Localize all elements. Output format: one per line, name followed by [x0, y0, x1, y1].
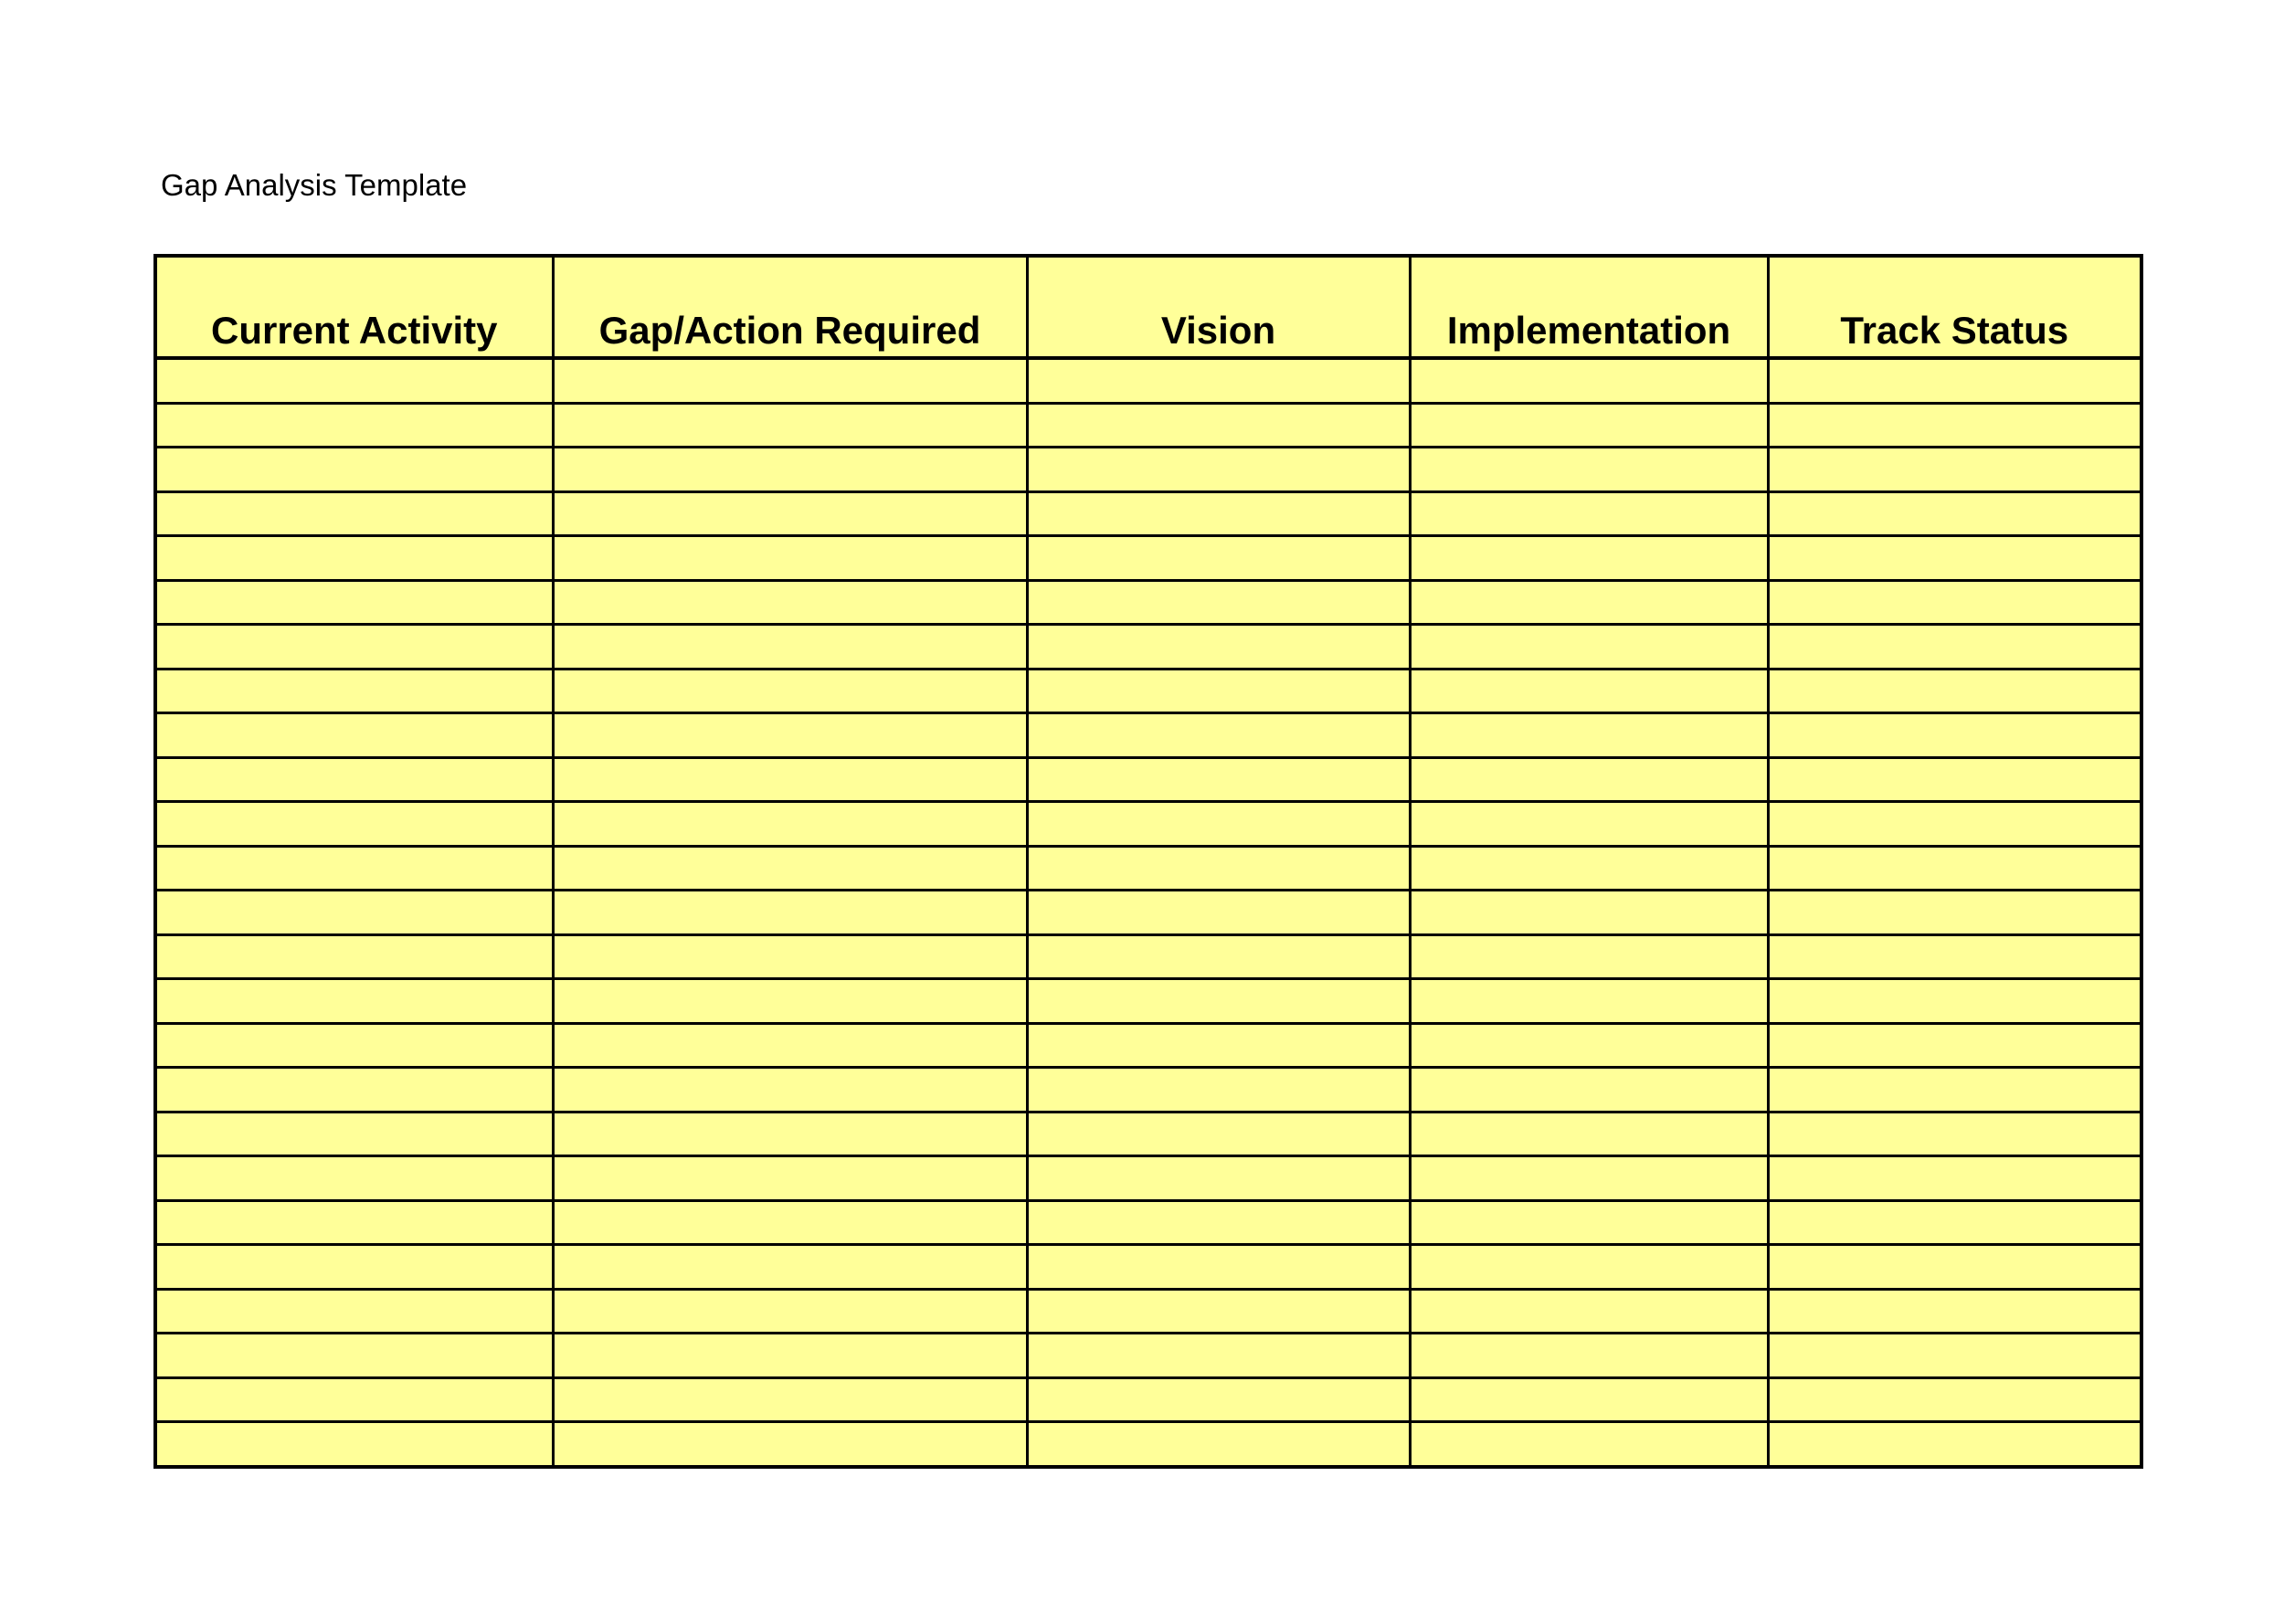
cell-current-activity[interactable] — [155, 891, 553, 935]
cell-vision[interactable] — [1027, 1422, 1410, 1467]
cell-vision[interactable] — [1027, 1377, 1410, 1422]
cell-vision[interactable] — [1027, 536, 1410, 581]
cell-track-status[interactable] — [1768, 934, 2141, 979]
table-row — [155, 934, 2141, 979]
cell-track-status[interactable] — [1768, 536, 2141, 581]
cell-gap-action-required[interactable] — [553, 625, 1027, 670]
gap-analysis-table — [153, 254, 2143, 1469]
cell-current-activity[interactable] — [155, 448, 553, 492]
cell-current-activity[interactable] — [155, 1023, 553, 1068]
cell-vision[interactable] — [1027, 491, 1410, 536]
cell-gap-action-required[interactable] — [553, 1289, 1027, 1334]
cell-vision[interactable] — [1027, 1289, 1410, 1334]
cell-gap-action-required[interactable] — [553, 1377, 1027, 1422]
cell-implementation[interactable] — [1410, 448, 1768, 492]
cell-gap-action-required[interactable] — [553, 580, 1027, 625]
cell-current-activity[interactable] — [155, 802, 553, 847]
cell-current-activity[interactable] — [155, 358, 553, 403]
cell-vision[interactable] — [1027, 846, 1410, 891]
cell-vision[interactable] — [1027, 1068, 1410, 1113]
table-body — [155, 358, 2141, 1467]
cell-vision[interactable] — [1027, 1023, 1410, 1068]
cell-track-status[interactable] — [1768, 1023, 2141, 1068]
table-row — [155, 846, 2141, 891]
cell-track-status[interactable] — [1768, 1245, 2141, 1290]
cell-track-status[interactable] — [1768, 757, 2141, 802]
cell-vision[interactable] — [1027, 891, 1410, 935]
cell-gap-action-required[interactable] — [553, 713, 1027, 758]
cell-current-activity[interactable] — [155, 669, 553, 713]
cell-implementation[interactable] — [1410, 1289, 1768, 1334]
cell-implementation[interactable] — [1410, 1023, 1768, 1068]
cell-track-status[interactable] — [1768, 1377, 2141, 1422]
table-row — [155, 448, 2141, 492]
cell-vision[interactable] — [1027, 580, 1410, 625]
table-row — [155, 403, 2141, 448]
cell-current-activity[interactable] — [155, 713, 553, 758]
cell-current-activity[interactable] — [155, 1068, 553, 1113]
table-row — [155, 491, 2141, 536]
table-row — [155, 979, 2141, 1024]
cell-gap-action-required[interactable] — [553, 891, 1027, 935]
cell-track-status[interactable] — [1768, 491, 2141, 536]
cell-vision[interactable] — [1027, 802, 1410, 847]
cell-track-status[interactable] — [1768, 802, 2141, 847]
cell-track-status[interactable] — [1768, 625, 2141, 670]
cell-implementation[interactable] — [1410, 757, 1768, 802]
cell-implementation[interactable] — [1410, 580, 1768, 625]
cell-current-activity[interactable] — [155, 846, 553, 891]
cell-track-status[interactable] — [1768, 448, 2141, 492]
cell-current-activity[interactable] — [155, 1245, 553, 1290]
cell-implementation[interactable] — [1410, 1112, 1768, 1156]
table-row — [155, 1068, 2141, 1113]
cell-gap-action-required[interactable] — [553, 1245, 1027, 1290]
table-row — [155, 1156, 2141, 1201]
cell-gap-action-required[interactable] — [553, 1112, 1027, 1156]
cell-gap-action-required[interactable] — [553, 846, 1027, 891]
cell-current-activity[interactable] — [155, 1422, 553, 1467]
cell-implementation[interactable] — [1410, 1068, 1768, 1113]
cell-current-activity[interactable] — [155, 536, 553, 581]
table-row — [155, 358, 2141, 403]
cell-gap-action-required[interactable] — [553, 802, 1027, 847]
cell-gap-action-required[interactable] — [553, 491, 1027, 536]
cell-current-activity[interactable] — [155, 1200, 553, 1245]
cell-track-status[interactable] — [1768, 846, 2141, 891]
table-row — [155, 802, 2141, 847]
cell-track-status[interactable] — [1768, 669, 2141, 713]
cell-gap-action-required[interactable] — [553, 1334, 1027, 1378]
cell-current-activity[interactable] — [155, 491, 553, 536]
cell-implementation[interactable] — [1410, 669, 1768, 713]
cell-current-activity[interactable] — [155, 1112, 553, 1156]
cell-gap-action-required[interactable] — [553, 1156, 1027, 1201]
table-row — [155, 580, 2141, 625]
cell-track-status[interactable] — [1768, 1422, 2141, 1467]
cell-implementation[interactable] — [1410, 625, 1768, 670]
cell-current-activity[interactable] — [155, 1377, 553, 1422]
cell-implementation[interactable] — [1410, 358, 1768, 403]
cell-gap-action-required[interactable] — [553, 669, 1027, 713]
cell-gap-action-required[interactable] — [553, 979, 1027, 1024]
table-row — [155, 625, 2141, 670]
table-row — [155, 669, 2141, 713]
column-header-vision: Vision — [1027, 256, 1410, 358]
cell-gap-action-required[interactable] — [553, 934, 1027, 979]
cell-implementation[interactable] — [1410, 1245, 1768, 1290]
cell-gap-action-required[interactable] — [553, 448, 1027, 492]
cell-vision[interactable] — [1027, 713, 1410, 758]
cell-gap-action-required[interactable] — [553, 757, 1027, 802]
cell-track-status[interactable] — [1768, 358, 2141, 403]
cell-track-status[interactable] — [1768, 1334, 2141, 1378]
cell-gap-action-required[interactable] — [553, 1023, 1027, 1068]
cell-track-status[interactable] — [1768, 403, 2141, 448]
cell-vision[interactable] — [1027, 669, 1410, 713]
table-row — [155, 1112, 2141, 1156]
cell-implementation[interactable] — [1410, 713, 1768, 758]
cell-vision[interactable] — [1027, 1334, 1410, 1378]
cell-implementation[interactable] — [1410, 1334, 1768, 1378]
cell-vision[interactable] — [1027, 625, 1410, 670]
table-row — [155, 1023, 2141, 1068]
table-row — [155, 1334, 2141, 1378]
cell-vision[interactable] — [1027, 358, 1410, 403]
cell-vision[interactable] — [1027, 934, 1410, 979]
cell-current-activity[interactable] — [155, 1334, 553, 1378]
cell-vision[interactable] — [1027, 1156, 1410, 1201]
column-header-current-activity: Current Activity — [155, 256, 553, 358]
cell-track-status[interactable] — [1768, 1156, 2141, 1201]
cell-implementation[interactable] — [1410, 934, 1768, 979]
cell-implementation[interactable] — [1410, 491, 1768, 536]
cell-gap-action-required[interactable] — [553, 1422, 1027, 1467]
cell-implementation[interactable] — [1410, 1422, 1768, 1467]
cell-vision[interactable] — [1027, 403, 1410, 448]
table-row — [155, 1289, 2141, 1334]
table-row — [155, 536, 2141, 581]
cell-current-activity[interactable] — [155, 625, 553, 670]
cell-current-activity[interactable] — [155, 1156, 553, 1201]
cell-implementation[interactable] — [1410, 1156, 1768, 1201]
column-header-implementation: Implementation — [1410, 256, 1768, 358]
cell-implementation[interactable] — [1410, 802, 1768, 847]
cell-vision[interactable] — [1027, 1112, 1410, 1156]
column-header-track-status: Track Status — [1768, 256, 2141, 358]
table-row — [155, 1377, 2141, 1422]
table-row — [155, 1245, 2141, 1290]
cell-track-status[interactable] — [1768, 580, 2141, 625]
cell-track-status[interactable] — [1768, 1289, 2141, 1334]
document-title: Gap Analysis Template — [161, 168, 468, 202]
cell-track-status[interactable] — [1768, 713, 2141, 758]
cell-track-status[interactable] — [1768, 1112, 2141, 1156]
cell-track-status[interactable] — [1768, 1200, 2141, 1245]
cell-gap-action-required[interactable] — [553, 403, 1027, 448]
cell-implementation[interactable] — [1410, 1377, 1768, 1422]
cell-track-status[interactable] — [1768, 979, 2141, 1024]
cell-implementation[interactable] — [1410, 403, 1768, 448]
cell-vision[interactable] — [1027, 979, 1410, 1024]
table-row — [155, 1200, 2141, 1245]
table-row — [155, 713, 2141, 758]
cell-gap-action-required[interactable] — [553, 1200, 1027, 1245]
cell-implementation[interactable] — [1410, 979, 1768, 1024]
cell-gap-action-required[interactable] — [553, 358, 1027, 403]
cell-vision[interactable] — [1027, 1200, 1410, 1245]
cell-implementation[interactable] — [1410, 1200, 1768, 1245]
cell-current-activity[interactable] — [155, 580, 553, 625]
header-row — [155, 256, 2141, 358]
cell-current-activity[interactable] — [155, 403, 553, 448]
cell-implementation[interactable] — [1410, 536, 1768, 581]
table-row — [155, 757, 2141, 802]
table-row — [155, 891, 2141, 935]
cell-current-activity[interactable] — [155, 979, 553, 1024]
cell-current-activity[interactable] — [155, 1289, 553, 1334]
cell-track-status[interactable] — [1768, 1068, 2141, 1113]
cell-track-status[interactable] — [1768, 891, 2141, 935]
cell-implementation[interactable] — [1410, 891, 1768, 935]
cell-gap-action-required[interactable] — [553, 1068, 1027, 1113]
cell-implementation[interactable] — [1410, 846, 1768, 891]
table-row — [155, 1422, 2141, 1467]
cell-current-activity[interactable] — [155, 757, 553, 802]
cell-vision[interactable] — [1027, 1245, 1410, 1290]
cell-current-activity[interactable] — [155, 934, 553, 979]
cell-gap-action-required[interactable] — [553, 536, 1027, 581]
cell-vision[interactable] — [1027, 448, 1410, 492]
column-header-gap-action-required: Gap/Action Required — [553, 256, 1027, 358]
cell-vision[interactable] — [1027, 757, 1410, 802]
